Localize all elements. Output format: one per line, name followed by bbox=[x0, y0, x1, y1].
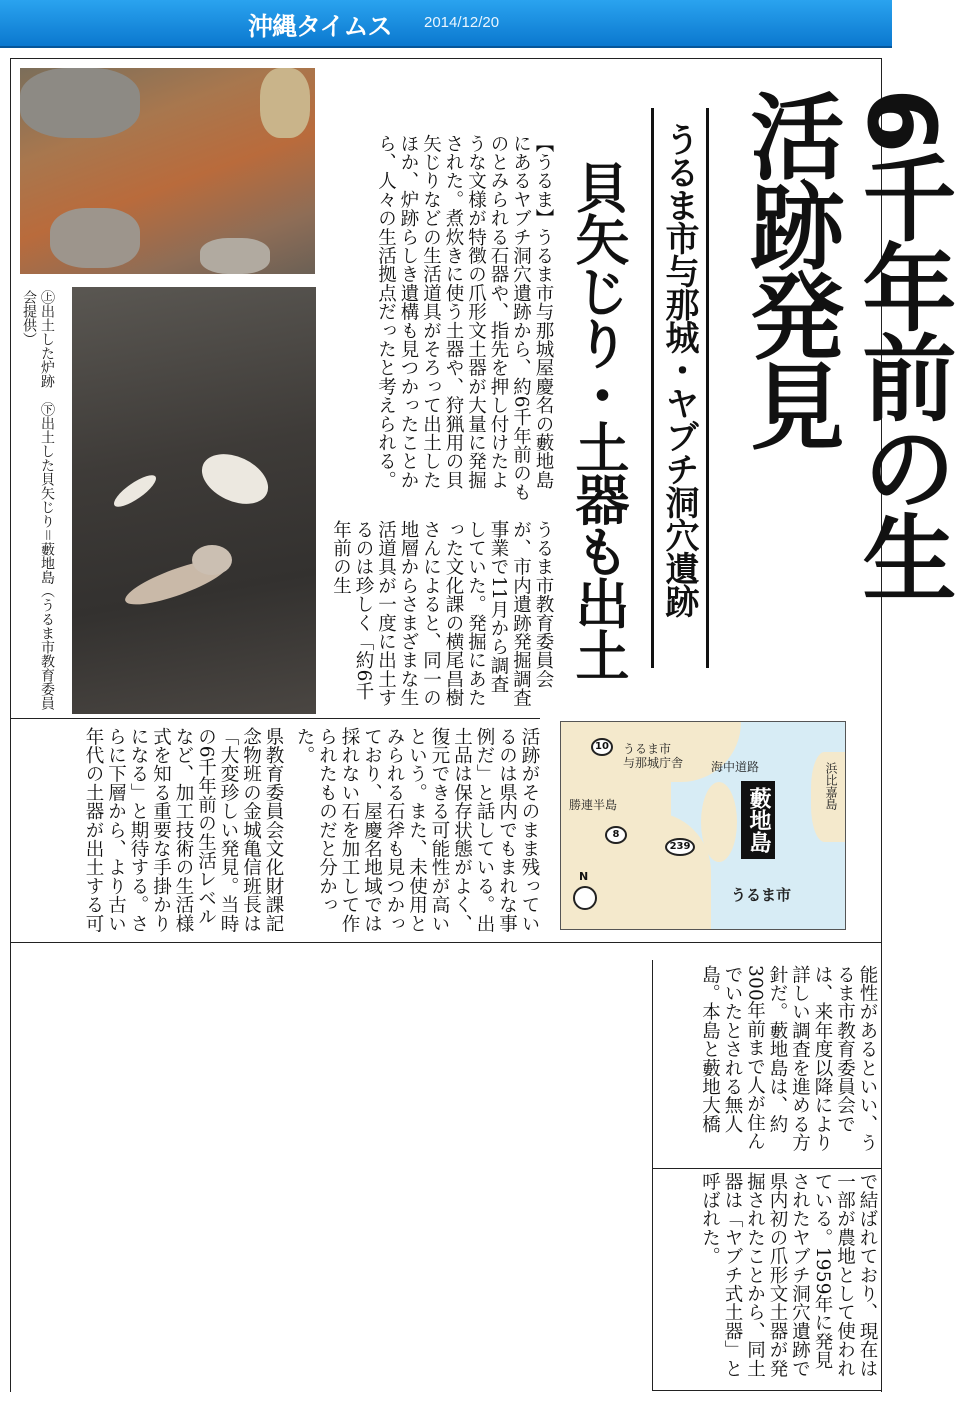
newspaper-logo[interactable]: 沖縄タイムス bbox=[248, 12, 392, 41]
yabuchi-island-label: 藪地島 bbox=[741, 781, 775, 859]
route-239-sign: 239 bbox=[665, 838, 695, 856]
city-office-label: うるま市 与那城庁舎 bbox=[623, 742, 684, 770]
article-body-column-4: 能性があるといい、うるま市教育委員会では、来年度以降により詳しい調査を進める方針だ。藪地島は、約300年前まで人が住んでいたとされる無人島。本島と藪地大橋 bbox=[699, 965, 878, 1152]
article-subhead-2: 貝矢じり・土器も出土 bbox=[567, 160, 630, 680]
route-10-sign: 10 bbox=[591, 738, 613, 756]
article-headline: 6千年前の生活跡発見 bbox=[734, 88, 955, 600]
bone-artifact bbox=[192, 545, 232, 575]
arrowhead-artifact bbox=[110, 470, 160, 512]
north-label: N bbox=[579, 870, 589, 883]
shell-artifact bbox=[194, 444, 276, 513]
route-8-sign: 8 bbox=[605, 826, 627, 844]
location-map[interactable] bbox=[560, 721, 846, 930]
shell-arrowhead-photo[interactable] bbox=[72, 287, 316, 714]
article-lead-column: 【うるま】うるま市与那城屋慶名の藪地島にあるヤブチ洞穴遺跡から、約6千年前のものとみられる石器や、指先を押し付けたような文様が特徴の爪形文土器が大量に発掘された。煮炊きに使う土器や、狩猟用の貝矢じりなどの生活道具がそろって出土したほか、炉跡らしき遺構も見つかったことから、人々の生活拠点だったと考えられる。 bbox=[375, 134, 554, 502]
article-body-column-2: 活跡がそのまま残っているのは県内でもまれな事例だ」と話している。出土品は保存状態がよく、復元できる可能性が高いという。また、未使用とみられる石斧も見つかっており、屋慶名地域では採れない石を加工して作られたものだと分かった。 bbox=[294, 727, 540, 933]
article-body-column-3: 県教育委員会文化財課記念物班の金城亀信班長は「大変珍しい発見。当時の6千年前の生活レベルなど、加工技術の生活様式を知る重要な手掛かりになる」と期待する。さらに下層から、より古い年代の土器が出土する可 bbox=[83, 727, 284, 933]
north-arrow-icon bbox=[573, 886, 597, 910]
bottom-rule bbox=[652, 1390, 882, 1391]
map-land-yabuchi bbox=[701, 782, 737, 862]
header-bar bbox=[0, 0, 892, 48]
column-divider-1 bbox=[10, 718, 540, 719]
issue-date: 2014/12/20 bbox=[424, 14, 500, 31]
photo-rock bbox=[50, 208, 140, 268]
bottom-column-border bbox=[652, 960, 653, 1390]
page-left-border bbox=[10, 58, 11, 1392]
column-divider-2 bbox=[10, 942, 882, 943]
hearth-photo[interactable] bbox=[20, 68, 315, 274]
city-label: うるま市 bbox=[731, 886, 792, 904]
column-divider-3 bbox=[652, 1168, 882, 1169]
article-body-column-5: で結ばれており、現在は一部が農地として使われている。1959年に発見されたヤブチ洞穴遺跡で県内初の爪形文土器が発掘されたことから、同土器は「ヤブチ式土器」と呼ばれた。 bbox=[699, 1172, 878, 1378]
hamahiga-label: 浜比嘉島 bbox=[824, 762, 838, 810]
photo-caption: ㊤出土した炉跡 ㊦出土した貝矢じり＝藪地島（うるま市教育委員会提供） bbox=[21, 290, 55, 710]
article-body-column-1: うるま市教育委員会が、市内遺跡発掘調査事業で11月から調査していた。発掘にあたった文化課の横尾昌樹さんによると、同一の地層からさまざまな生活道具が一度に出土するのは珍しく「約6千年前の生 bbox=[330, 520, 554, 707]
photo-rock bbox=[260, 68, 310, 138]
sea-road-label: 海中道路 bbox=[711, 760, 760, 774]
photo-rock bbox=[200, 238, 270, 274]
article-subhead: うるま市与那城・ヤブチ洞穴遺跡 bbox=[659, 122, 699, 617]
page-top-border bbox=[10, 58, 882, 59]
photo-rock bbox=[20, 68, 140, 138]
katsuren-label: 勝連半島 bbox=[569, 798, 618, 812]
